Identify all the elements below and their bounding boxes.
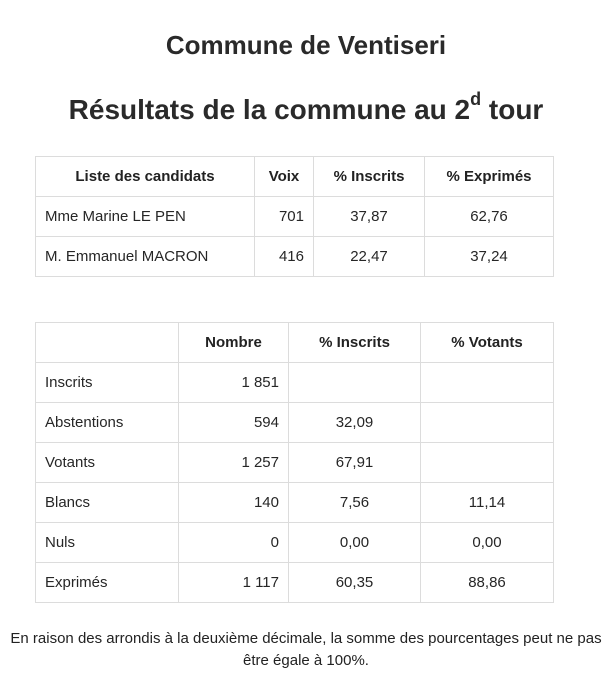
- stat-inscrits: 32,09: [289, 403, 421, 443]
- stat-votants: [421, 363, 554, 403]
- candidate-exprimes: 37,24: [425, 237, 554, 277]
- stat-nombre: 1 257: [179, 443, 289, 483]
- results-title-tail: tour: [481, 94, 544, 125]
- stat-label: Abstentions: [36, 403, 179, 443]
- stat-nombre: 0: [179, 523, 289, 563]
- stat-inscrits: 7,56: [289, 483, 421, 523]
- candidates-table: [35, 156, 554, 277]
- candidate-inscrits: 37,87: [314, 197, 425, 237]
- header-voix: Voix: [255, 157, 314, 197]
- stat-inscrits: 0,00: [289, 523, 421, 563]
- results-title-sup: d: [470, 89, 482, 109]
- candidate-voix: 701: [255, 197, 314, 237]
- stat-votants: [421, 443, 554, 483]
- stat-votants: 88,86: [421, 563, 554, 603]
- header-exprimes: % Exprimés: [425, 157, 554, 197]
- header-inscrits: % Inscrits: [289, 323, 421, 363]
- stat-inscrits: 67,91: [289, 443, 421, 483]
- stats-header-row: [36, 323, 554, 363]
- candidate-name: M. Emmanuel MACRON: [36, 237, 255, 277]
- stat-nombre: 594: [179, 403, 289, 443]
- table-row: [36, 523, 554, 563]
- results-title: [0, 89, 612, 126]
- commune-title: Commune de Ventiseri: [165, 30, 447, 60]
- stat-nombre: 1 851: [179, 363, 289, 403]
- stat-votants: [421, 403, 554, 443]
- stat-votants: 11,14: [421, 483, 554, 523]
- header-votants: % Votants: [421, 323, 554, 363]
- stat-label: Blancs: [36, 483, 179, 523]
- stat-inscrits: [289, 363, 421, 403]
- header-blank: [36, 323, 179, 363]
- stat-votants: 0,00: [421, 523, 554, 563]
- stat-label: Inscrits: [36, 363, 179, 403]
- stat-inscrits: 60,35: [289, 563, 421, 603]
- candidate-name: Mme Marine LE PEN: [36, 197, 255, 237]
- table-row: [36, 483, 554, 523]
- candidate-voix: 416: [255, 237, 314, 277]
- candidate-inscrits: 22,47: [314, 237, 425, 277]
- footnote: En raison des arrondis à la deuxième décimale, la somme des pourcentages peut ne pas être égale à 100%.: [10, 630, 602, 669]
- header-inscrits: % Inscrits: [314, 157, 425, 197]
- header-nombre: Nombre: [179, 323, 289, 363]
- stat-nombre: 1 117: [179, 563, 289, 603]
- table-row: [36, 403, 554, 443]
- results-title-main: Résultats de la commune au 2: [68, 94, 471, 125]
- stat-nombre: 140: [179, 483, 289, 523]
- table-row: [36, 237, 554, 277]
- candidate-exprimes: 62,76: [425, 197, 554, 237]
- table-row: [36, 363, 554, 403]
- table-row: [36, 563, 554, 603]
- table-row: [36, 443, 554, 483]
- stats-table: [35, 322, 554, 603]
- stat-label: Nuls: [36, 523, 179, 563]
- table-row: [36, 197, 554, 237]
- candidates-header-row: [36, 157, 554, 197]
- header-candidates: Liste des candidats: [36, 157, 255, 197]
- stat-label: Votants: [36, 443, 179, 483]
- stat-label: Exprimés: [36, 563, 179, 603]
